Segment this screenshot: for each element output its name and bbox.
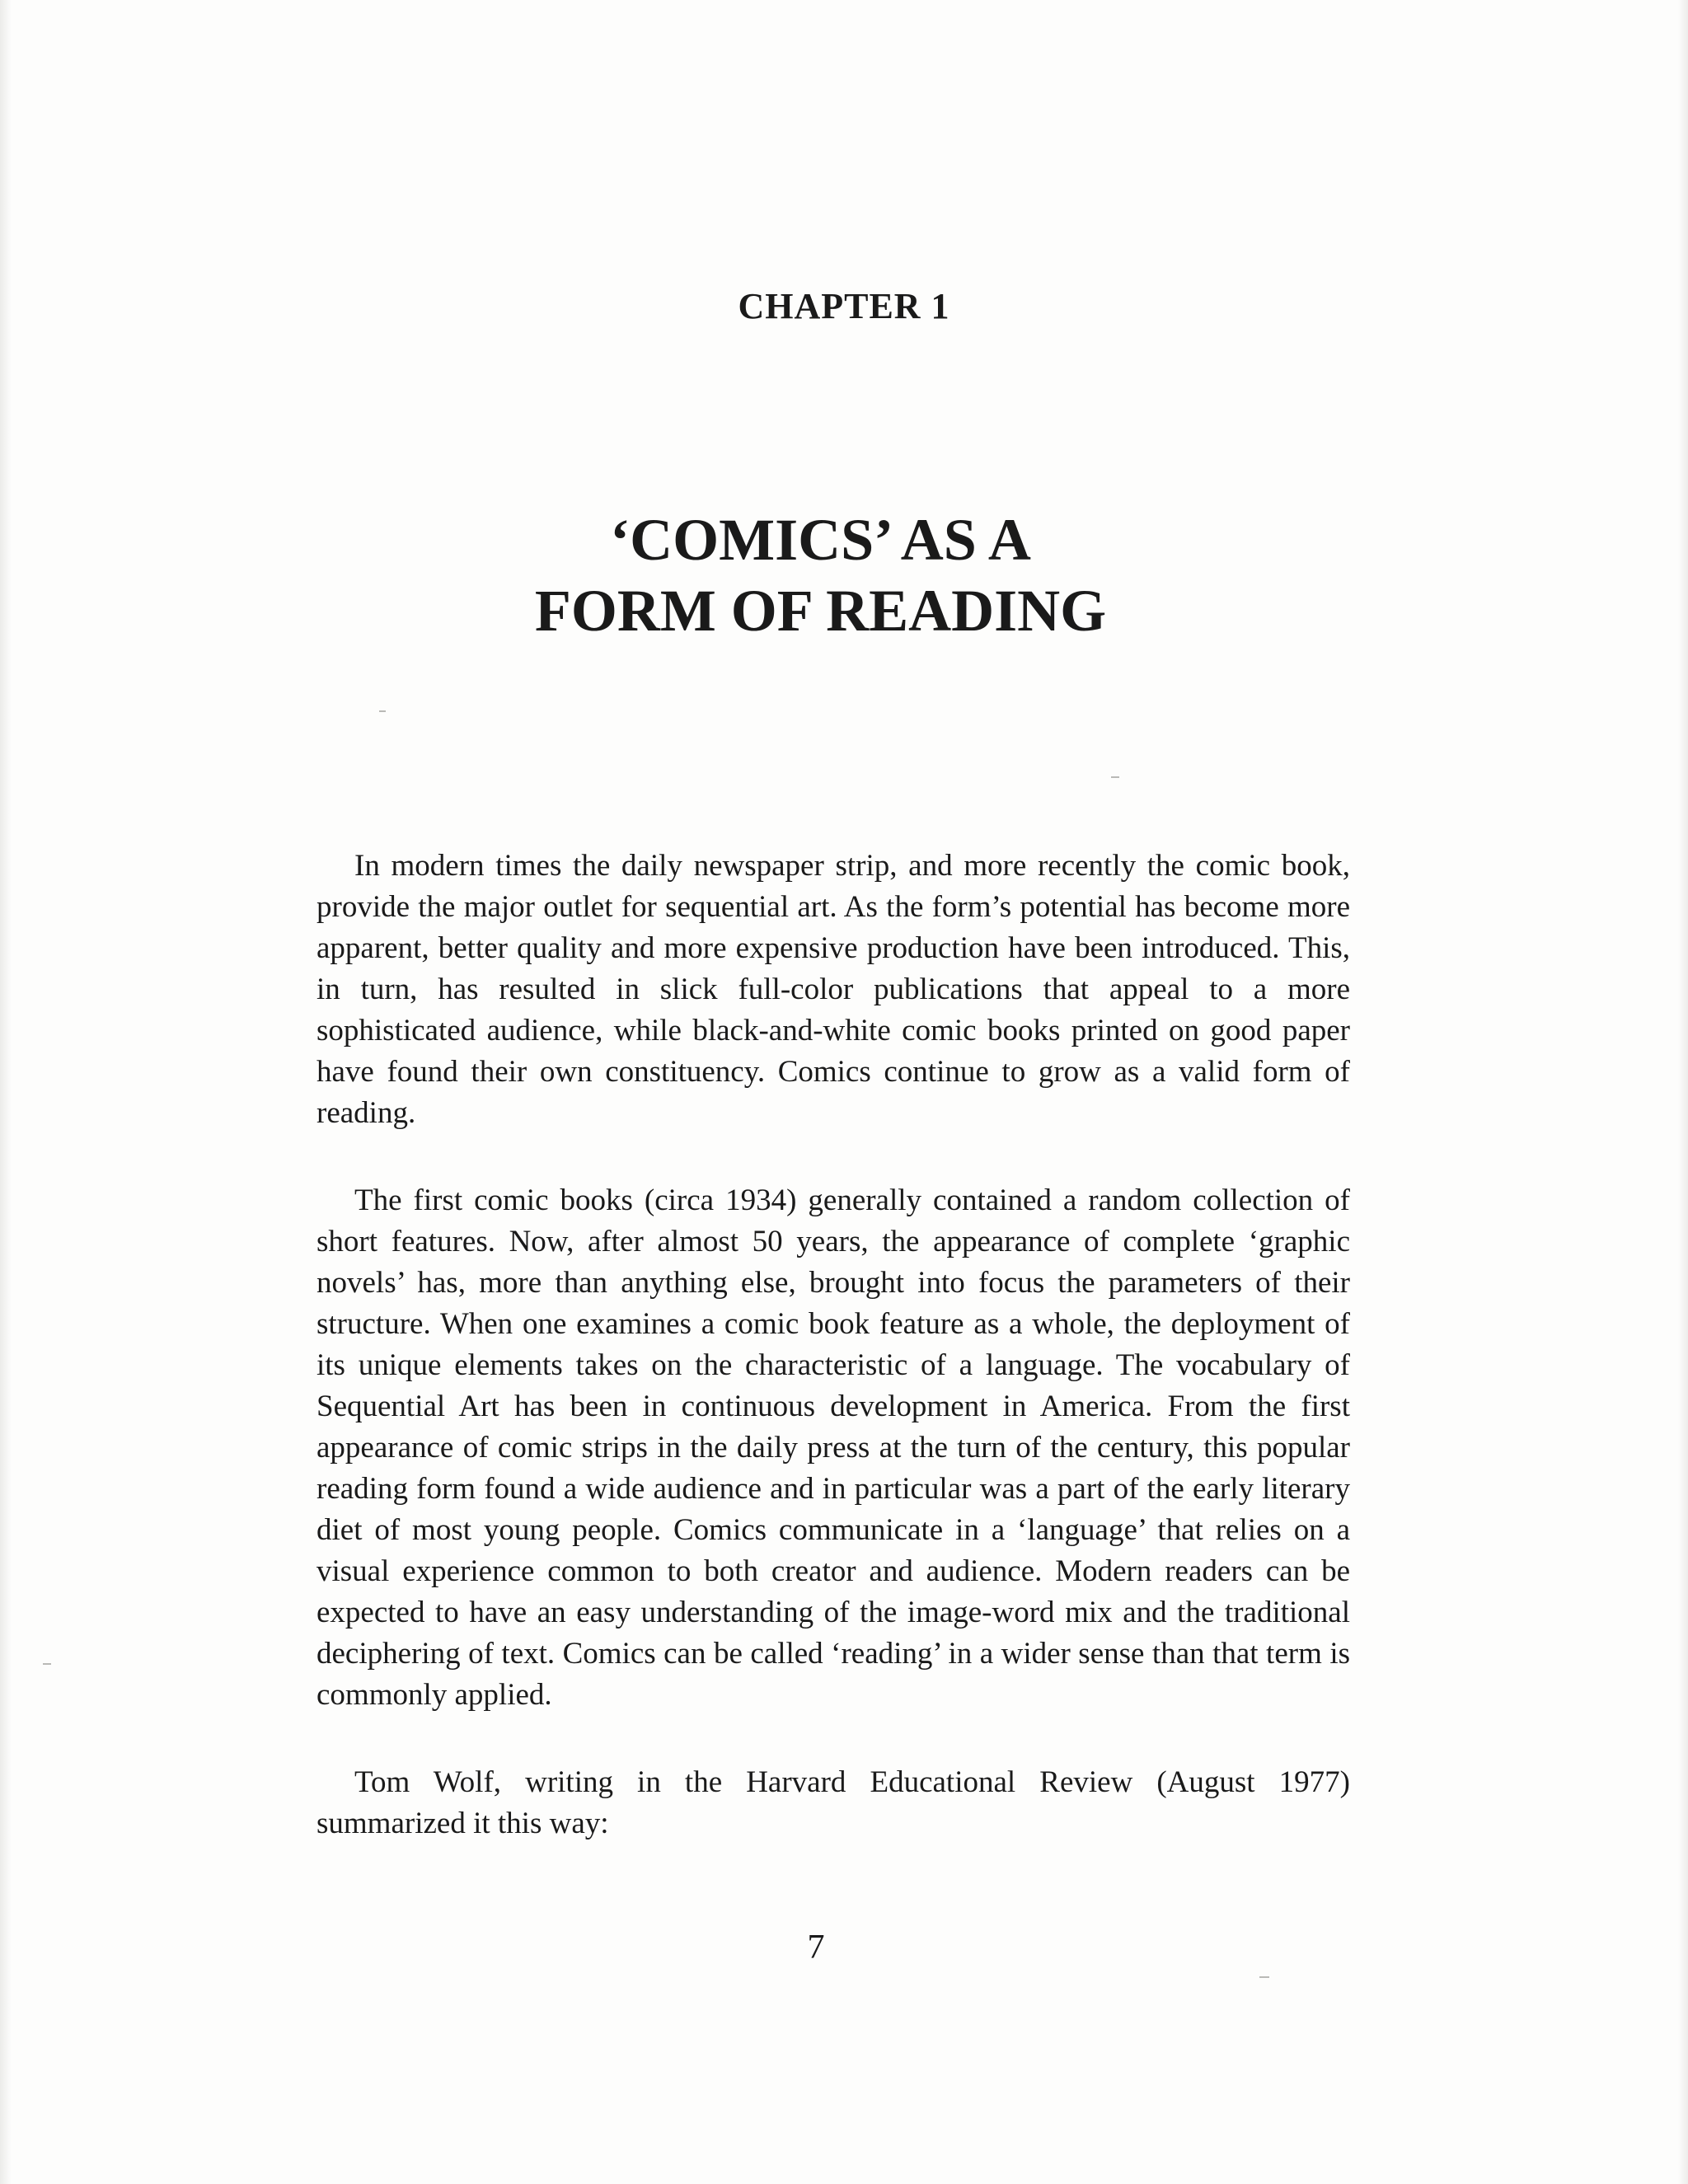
chapter-title-line-1: ‘COMICS’ AS A	[610, 507, 1031, 573]
paragraph-3: Tom Wolf, writing in the Harvard Educational Review (August 1977) summarized it this way:	[316, 1765, 1350, 1840]
page-number: 7	[807, 1929, 825, 1966]
chapter-title	[0, 504, 1641, 646]
scan-speck	[1111, 776, 1119, 778]
chapter-title-line-2: FORM OF READING	[534, 578, 1107, 644]
body-text	[316, 846, 1350, 1891]
chapter-label: CHAPTER 1	[738, 286, 950, 326]
scan-speck	[1259, 1976, 1269, 1978]
paragraph-1: In modern times the daily newspaper strip, and more recently the comic book, provide the major outlet for sequential art. As the form’s potential has become more apparent, better quality and more expensive production have been introduced. This, in turn, has resulted in slick full-color publications that appeal to a more sophisticated audience, while black-and-white comic books printed on good paper have found their own constituency. Comics continue to grow as a valid form of reading.	[316, 849, 1350, 1130]
scan-speck	[379, 710, 386, 712]
scan-speck	[43, 1663, 51, 1665]
paragraph-2: The first comic books (circa 1934) generally contained a random collection of short features. Now, after almost 50 years, the appearance of complete ‘graphic novels’ has, more than anything else, brought into focus the parameters of their structure. When one examines a comic book feature as a whole, the deployment of its unique elements takes on the characteristic of a language. The vocabulary of Sequential Art has been in continuous development in America. From the first appearance of comic strips in the daily press at the turn of the century, this popular reading form found a wide audience and in particular was a part of the early literary diet of most young people. Comics communicate in a ‘language’ that relies on a visual experience common to both creator and audience. Modern readers can be expected to have an easy understanding of the image-word mix and the traditional deciphering of text. Comics can be called ‘reading’ in a wider sense than that term is commonly applied.	[316, 1183, 1350, 1712]
